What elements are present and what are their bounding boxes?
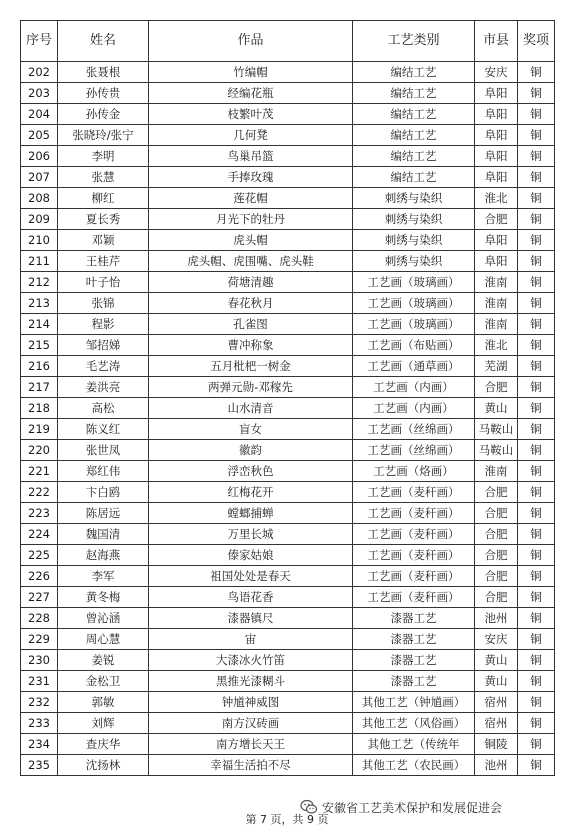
cell-work: 枝繁叶茂: [149, 104, 353, 125]
cell-city: 合肥: [475, 377, 518, 398]
cell-number: 233: [21, 713, 58, 734]
cell-award: 铜: [518, 671, 555, 692]
cell-name: 金松卫: [58, 671, 149, 692]
table-row: [21, 314, 555, 335]
cell-category: 工艺画（麦秆画）: [353, 503, 475, 524]
cell-city: 阜阳: [475, 251, 518, 272]
cell-work: 祖国处处是春天: [149, 566, 353, 587]
cell-category: 工艺画（麦秆画）: [353, 482, 475, 503]
cell-number: 221: [21, 461, 58, 482]
cell-award: 铜: [518, 356, 555, 377]
cell-number: 203: [21, 83, 58, 104]
cell-category: 其他工艺（传统年: [353, 734, 475, 755]
cell-number: 234: [21, 734, 58, 755]
cell-award: 铜: [518, 83, 555, 104]
cell-name: 姜洪亮: [58, 377, 149, 398]
cell-city: 淮南: [475, 314, 518, 335]
cell-name: 赵海燕: [58, 545, 149, 566]
cell-category: 编结工艺: [353, 167, 475, 188]
cell-work: 山水清音: [149, 398, 353, 419]
cell-work: 红梅花开: [149, 482, 353, 503]
table-row: [21, 440, 555, 461]
cell-work: 鸟语花香: [149, 587, 353, 608]
cell-category: 刺绣与染织: [353, 188, 475, 209]
cell-number: 232: [21, 692, 58, 713]
cell-city: 安庆: [475, 629, 518, 650]
cell-name: 黄冬梅: [58, 587, 149, 608]
cell-city: 阜阳: [475, 104, 518, 125]
cell-work: 南方增长天王: [149, 734, 353, 755]
header-award: 奖项: [518, 21, 555, 62]
cell-city: 合肥: [475, 566, 518, 587]
cell-city: 淮南: [475, 293, 518, 314]
cell-name: 叶子怡: [58, 272, 149, 293]
cell-work: 鸟巢吊篮: [149, 146, 353, 167]
cell-city: 阜阳: [475, 146, 518, 167]
cell-number: 208: [21, 188, 58, 209]
cell-name: 高松: [58, 398, 149, 419]
table-row: [21, 272, 555, 293]
cell-number: 226: [21, 566, 58, 587]
awards-table: [20, 20, 555, 776]
table-row: [21, 356, 555, 377]
table-row: [21, 608, 555, 629]
cell-number: 217: [21, 377, 58, 398]
cell-work: 南方汉砖画: [149, 713, 353, 734]
table-row: [21, 209, 555, 230]
cell-name: 邹招娣: [58, 335, 149, 356]
cell-number: 224: [21, 524, 58, 545]
cell-city: 芜湖: [475, 356, 518, 377]
cell-work: 荷塘清趣: [149, 272, 353, 293]
cell-category: 工艺画（丝绵画）: [353, 440, 475, 461]
cell-name: 沈扬林: [58, 755, 149, 776]
cell-number: 209: [21, 209, 58, 230]
cell-number: 228: [21, 608, 58, 629]
cell-category: 编结工艺: [353, 146, 475, 167]
cell-number: 230: [21, 650, 58, 671]
cell-number: 227: [21, 587, 58, 608]
cell-work: 竹编帽: [149, 62, 353, 83]
cell-category: 工艺画（玻璃画）: [353, 293, 475, 314]
cell-award: 铜: [518, 545, 555, 566]
cell-award: 铜: [518, 335, 555, 356]
cell-award: 铜: [518, 566, 555, 587]
cell-name: 陈居远: [58, 503, 149, 524]
cell-number: 222: [21, 482, 58, 503]
cell-category: 漆器工艺: [353, 629, 475, 650]
table-header: [21, 21, 555, 62]
cell-award: 铜: [518, 104, 555, 125]
cell-work: 万里长城: [149, 524, 353, 545]
cell-category: 刺绣与染织: [353, 209, 475, 230]
cell-name: 魏国清: [58, 524, 149, 545]
cell-name: 张晓玲/张宁: [58, 125, 149, 146]
cell-number: 204: [21, 104, 58, 125]
cell-category: 工艺画（麦秆画）: [353, 524, 475, 545]
cell-category: 编结工艺: [353, 125, 475, 146]
cell-award: 铜: [518, 692, 555, 713]
table-row: [21, 587, 555, 608]
cell-number: 223: [21, 503, 58, 524]
cell-award: 铜: [518, 713, 555, 734]
cell-category: 工艺画（通草画）: [353, 356, 475, 377]
cell-work: 傣家姑娘: [149, 545, 353, 566]
cell-number: 211: [21, 251, 58, 272]
table-row: [21, 503, 555, 524]
cell-work: 莲花帽: [149, 188, 353, 209]
cell-category: 工艺画（内画）: [353, 398, 475, 419]
cell-award: 铜: [518, 314, 555, 335]
table-row: [21, 734, 555, 755]
cell-city: 阜阳: [475, 230, 518, 251]
cell-category: 其他工艺（钟馗画）: [353, 692, 475, 713]
cell-work: 盲女: [149, 419, 353, 440]
cell-city: 池州: [475, 608, 518, 629]
table-row: [21, 335, 555, 356]
table-row: [21, 230, 555, 251]
table-row: [21, 524, 555, 545]
cell-category: 编结工艺: [353, 104, 475, 125]
cell-number: 231: [21, 671, 58, 692]
cell-name: 王桂芹: [58, 251, 149, 272]
cell-category: 编结工艺: [353, 62, 475, 83]
page-footer: 第 7 页，共 9 页: [245, 813, 329, 826]
cell-work: 两弹元勋-邓稼先: [149, 377, 353, 398]
cell-work: 大漆冰火竹笛: [149, 650, 353, 671]
cell-city: 淮北: [475, 188, 518, 209]
cell-name: 张聂根: [58, 62, 149, 83]
cell-work: 虎头帽、虎围嘴、虎头鞋: [149, 251, 353, 272]
cell-category: 工艺画（玻璃画）: [353, 314, 475, 335]
cell-award: 铜: [518, 629, 555, 650]
cell-city: 池州: [475, 755, 518, 776]
table-row: [21, 251, 555, 272]
cell-award: 铜: [518, 650, 555, 671]
cell-number: 220: [21, 440, 58, 461]
cell-name: 李明: [58, 146, 149, 167]
cell-name: 陈义红: [58, 419, 149, 440]
cell-award: 铜: [518, 587, 555, 608]
table-row: [21, 398, 555, 419]
cell-name: 张世凤: [58, 440, 149, 461]
cell-category: 其他工艺（风俗画）: [353, 713, 475, 734]
cell-award: 铜: [518, 608, 555, 629]
header-row: [21, 21, 555, 62]
cell-award: 铜: [518, 503, 555, 524]
header-city: 市县: [475, 21, 518, 62]
cell-name: 张慧: [58, 167, 149, 188]
cell-city: 合肥: [475, 545, 518, 566]
cell-name: 李军: [58, 566, 149, 587]
cell-name: 周心慧: [58, 629, 149, 650]
cell-city: 马鞍山: [475, 419, 518, 440]
cell-category: 编结工艺: [353, 83, 475, 104]
cell-award: 铜: [518, 419, 555, 440]
cell-award: 铜: [518, 167, 555, 188]
cell-work: 经编花瓶: [149, 83, 353, 104]
table-row: [21, 461, 555, 482]
cell-work: 五月枇杷一树金: [149, 356, 353, 377]
table-row: [21, 671, 555, 692]
table-body: [21, 62, 555, 776]
cell-work: 幸福生活拍不尽: [149, 755, 353, 776]
cell-category: 工艺画（麦秆画）: [353, 566, 475, 587]
cell-award: 铜: [518, 461, 555, 482]
cell-category: 工艺画（麦秆画）: [353, 545, 475, 566]
cell-category: 工艺画（布贴画）: [353, 335, 475, 356]
cell-category: 漆器工艺: [353, 671, 475, 692]
cell-category: 刺绣与染织: [353, 230, 475, 251]
cell-award: 铜: [518, 293, 555, 314]
cell-work: 手捧玫瑰: [149, 167, 353, 188]
cell-name: 程影: [58, 314, 149, 335]
cell-city: 黄山: [475, 650, 518, 671]
cell-work: 浮峦秋色: [149, 461, 353, 482]
cell-number: 205: [21, 125, 58, 146]
cell-award: 铜: [518, 272, 555, 293]
cell-number: 206: [21, 146, 58, 167]
cell-number: 219: [21, 419, 58, 440]
cell-number: 207: [21, 167, 58, 188]
cell-work: 月光下的牡丹: [149, 209, 353, 230]
cell-name: 夏长秀: [58, 209, 149, 230]
cell-city: 淮南: [475, 461, 518, 482]
header-number: 序号: [21, 21, 58, 62]
table-row: [21, 62, 555, 83]
cell-name: 邓颖: [58, 230, 149, 251]
cell-city: 阜阳: [475, 167, 518, 188]
cell-name: 查庆华: [58, 734, 149, 755]
cell-work: 螳螂捕蝉: [149, 503, 353, 524]
cell-name: 柳红: [58, 188, 149, 209]
cell-city: 黄山: [475, 398, 518, 419]
table-row: [21, 566, 555, 587]
table-row: [21, 188, 555, 209]
cell-category: 工艺画（玻璃画）: [353, 272, 475, 293]
cell-name: 郭敏: [58, 692, 149, 713]
cell-award: 铜: [518, 230, 555, 251]
cell-city: 阜阳: [475, 125, 518, 146]
cell-number: 210: [21, 230, 58, 251]
cell-number: 213: [21, 293, 58, 314]
cell-number: 212: [21, 272, 58, 293]
cell-work: 孔雀图: [149, 314, 353, 335]
table-row: [21, 692, 555, 713]
cell-city: 淮北: [475, 335, 518, 356]
cell-name: 姜锐: [58, 650, 149, 671]
cell-number: 216: [21, 356, 58, 377]
cell-name: 孙传金: [58, 104, 149, 125]
cell-number: 214: [21, 314, 58, 335]
cell-award: 铜: [518, 146, 555, 167]
cell-city: 宿州: [475, 692, 518, 713]
cell-number: 235: [21, 755, 58, 776]
cell-work: 宙: [149, 629, 353, 650]
cell-award: 铜: [518, 755, 555, 776]
table-row: [21, 83, 555, 104]
table-row: [21, 125, 555, 146]
table-row: [21, 146, 555, 167]
cell-city: 宿州: [475, 713, 518, 734]
cell-name: 张锦: [58, 293, 149, 314]
table-row: [21, 713, 555, 734]
header-work: 作品: [149, 21, 353, 62]
cell-city: 合肥: [475, 524, 518, 545]
header-name: 姓名: [58, 21, 149, 62]
cell-city: 合肥: [475, 503, 518, 524]
cell-city: 合肥: [475, 587, 518, 608]
cell-award: 铜: [518, 62, 555, 83]
cell-name: 郑红伟: [58, 461, 149, 482]
cell-category: 工艺画（烙画）: [353, 461, 475, 482]
cell-award: 铜: [518, 251, 555, 272]
cell-number: 218: [21, 398, 58, 419]
cell-name: 孙传贵: [58, 83, 149, 104]
cell-city: 黄山: [475, 671, 518, 692]
cell-city: 阜阳: [475, 83, 518, 104]
cell-award: 铜: [518, 398, 555, 419]
table-row: [21, 650, 555, 671]
cell-award: 铜: [518, 188, 555, 209]
cell-award: 铜: [518, 482, 555, 503]
cell-category: 工艺画（丝绵画）: [353, 419, 475, 440]
cell-name: 曾沁涵: [58, 608, 149, 629]
cell-city: 铜陵: [475, 734, 518, 755]
cell-work: 漆器镇尺: [149, 608, 353, 629]
cell-category: 刺绣与染织: [353, 251, 475, 272]
table-row: [21, 629, 555, 650]
cell-category: 工艺画（内画）: [353, 377, 475, 398]
table-row: [21, 104, 555, 125]
table-row: [21, 755, 555, 776]
cell-award: 铜: [518, 125, 555, 146]
cell-award: 铜: [518, 377, 555, 398]
cell-name: 毛艺涛: [58, 356, 149, 377]
cell-award: 铜: [518, 524, 555, 545]
cell-city: 淮南: [475, 272, 518, 293]
cell-work: 黑推光漆糊斗: [149, 671, 353, 692]
table-row: [21, 545, 555, 566]
cell-work: 几何凳: [149, 125, 353, 146]
cell-work: 虎头帽: [149, 230, 353, 251]
cell-award: 铜: [518, 209, 555, 230]
cell-number: 229: [21, 629, 58, 650]
cell-category: 漆器工艺: [353, 608, 475, 629]
cell-name: 卞白鸥: [58, 482, 149, 503]
cell-work: 钟馗神威图: [149, 692, 353, 713]
table-row: [21, 419, 555, 440]
table-row: [21, 293, 555, 314]
cell-city: 合肥: [475, 209, 518, 230]
table-row: [21, 167, 555, 188]
cell-number: 202: [21, 62, 58, 83]
cell-category: 工艺画（麦秆画）: [353, 587, 475, 608]
cell-city: 马鞍山: [475, 440, 518, 461]
table-row: [21, 482, 555, 503]
header-category: 工艺类别: [353, 21, 475, 62]
cell-number: 225: [21, 545, 58, 566]
cell-category: 其他工艺（农民画）: [353, 755, 475, 776]
watermark-text: 安徽省工艺美术保护和发展促进会: [322, 800, 503, 815]
cell-name: 刘辉: [58, 713, 149, 734]
cell-work: 曹冲称象: [149, 335, 353, 356]
table-row: [21, 377, 555, 398]
cell-number: 215: [21, 335, 58, 356]
cell-city: 合肥: [475, 482, 518, 503]
cell-work: 春花秋月: [149, 293, 353, 314]
cell-award: 铜: [518, 440, 555, 461]
cell-award: 铜: [518, 734, 555, 755]
cell-category: 漆器工艺: [353, 650, 475, 671]
cell-city: 安庆: [475, 62, 518, 83]
cell-work: 徽韵: [149, 440, 353, 461]
